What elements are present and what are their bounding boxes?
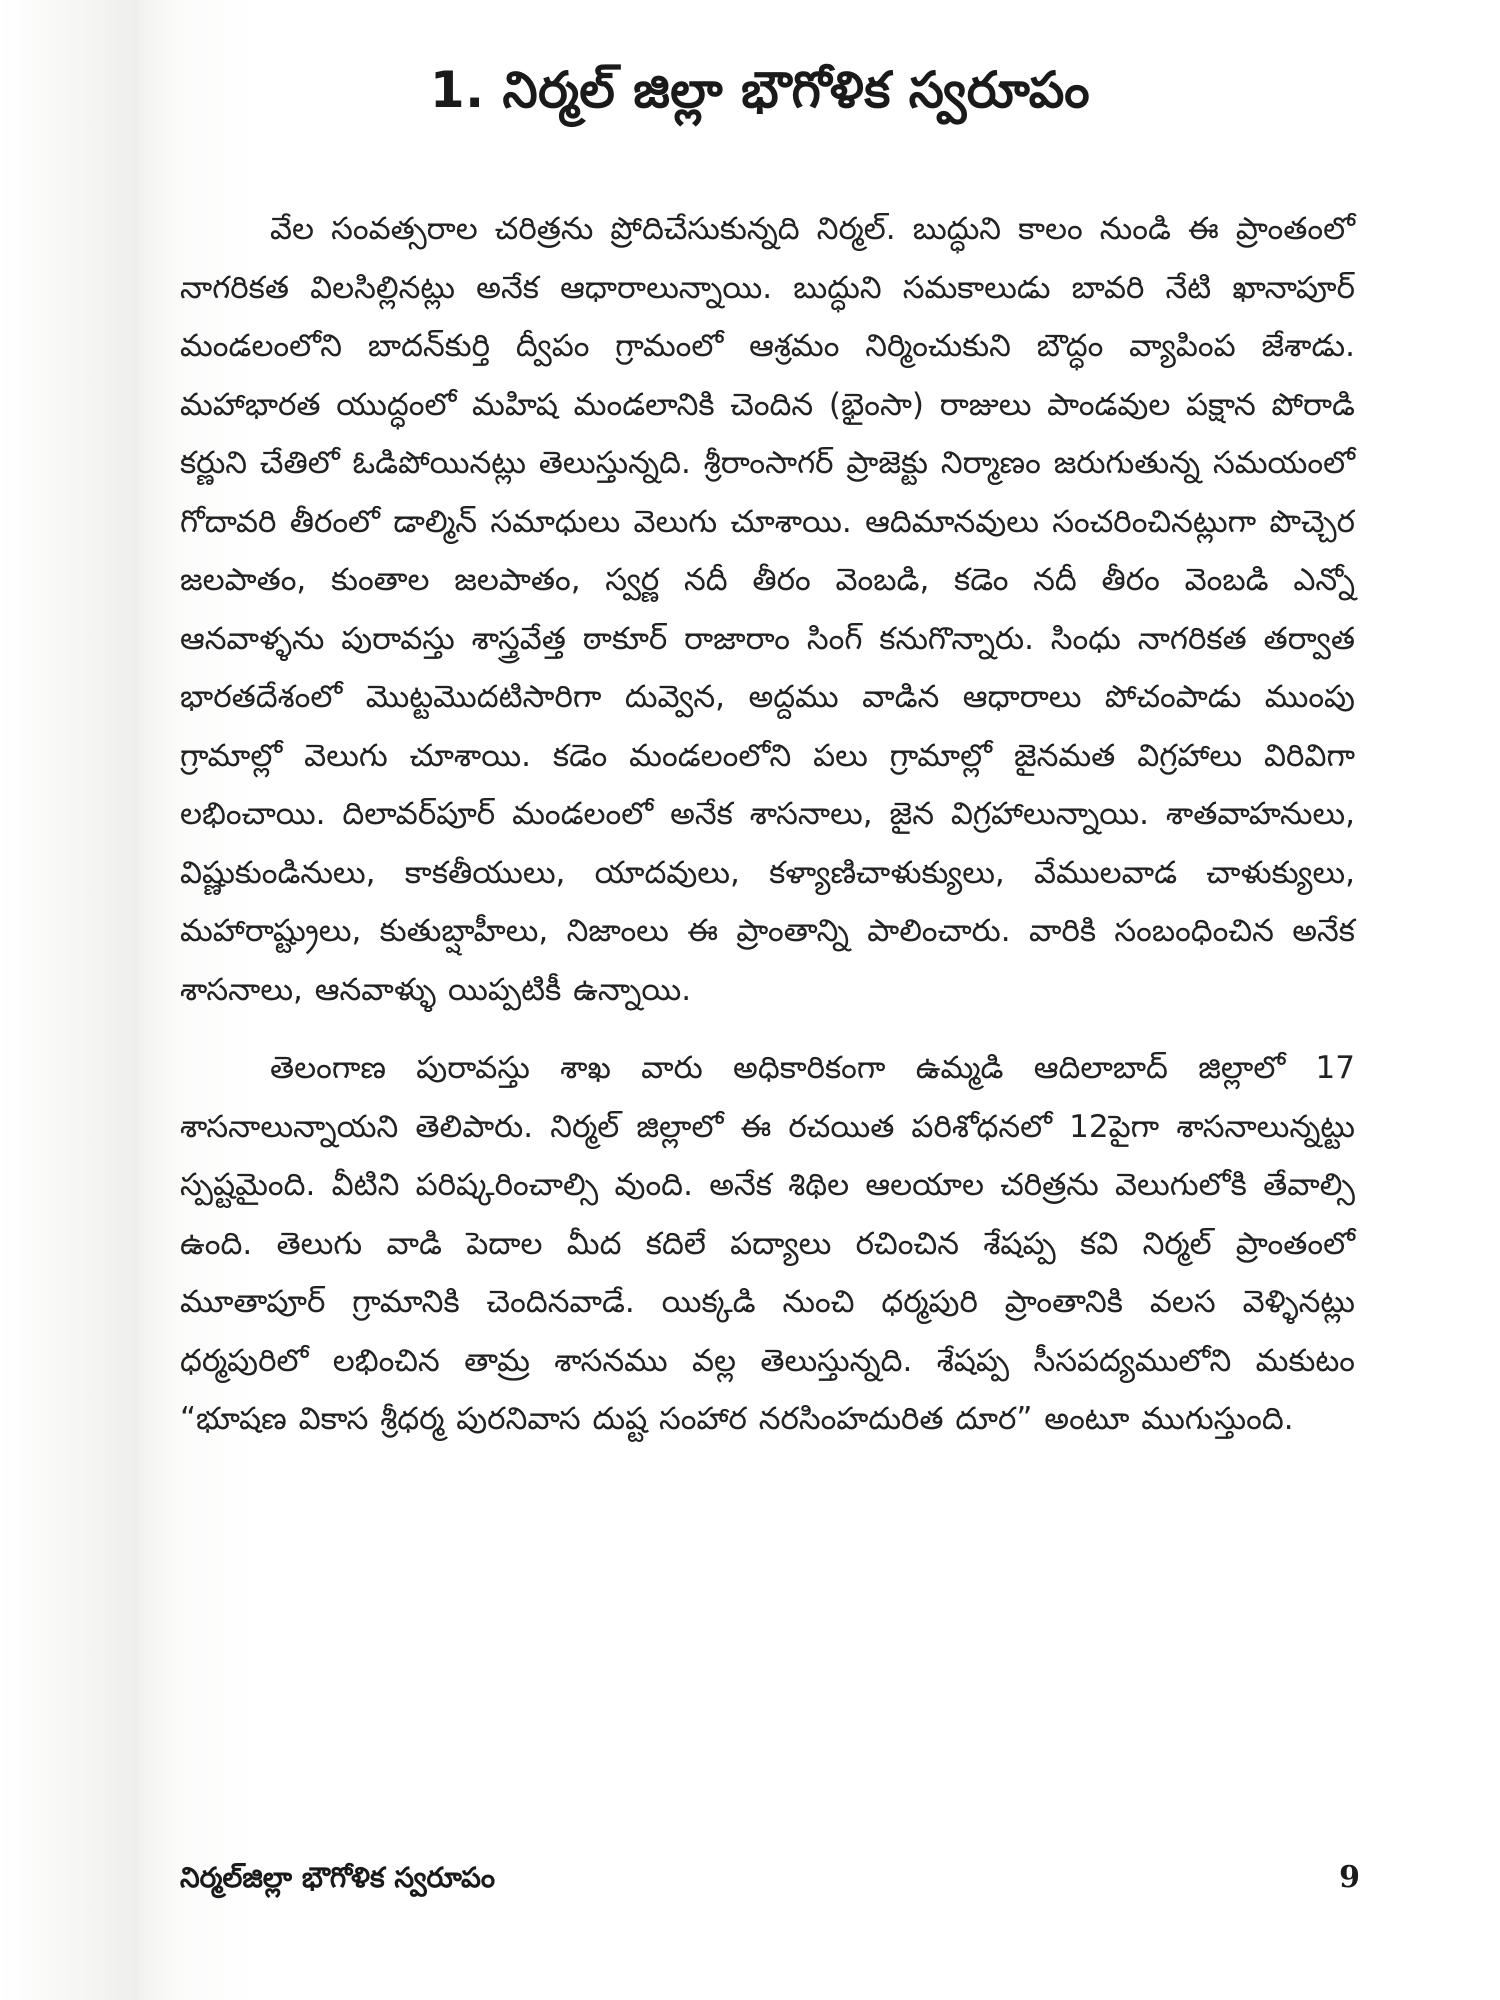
running-footer-title: నిర్మల్‌జిల్లా భౌగోళిక స్వరూపం — [180, 1861, 496, 1894]
body-text — [180, 200, 1355, 1449]
chapter-title: 1. నిర్మల్ జిల్లా భౌగోళిక స్వరూపం — [429, 61, 1091, 119]
page-number: 9 — [1339, 1860, 1360, 1895]
paragraph-2: తెలంగాణ పురావస్తు శాఖ వారు అధికారికంగా ఉమ్మడి ఆదిలాబాద్ జిల్లాలో 17 శాసనాలున్నాయని తెలిపారు. నిర్మల్ జిల్లాలో ఈ రచయిత పరిశోధనలో 12పైగా శాసనాలున్నట్టు స్పష్టమైంది. వీటిని పరిష్కరించాల్సి వుంది. అనేక శిథిల ఆలయాల చరిత్రను వెలుగులోకి తేవాల్సి ఉంది. తెలుగు వాడి పెదాల మీద కదిలే పద్యాలు రచించిన శేషప్ప కవి నిర్మల్ ప్రాంతంలో మూతాపూర్ గ్రామానికి చెందినవాడే. యిక్కడి నుంచి ధర్మపురి ప్రాంతానికి వలస వెళ్ళినట్లు ధర్మపురిలో లభించిన తామ్ర శాసనము వల్ల తెలుస్తున్నది. శేషప్ప సీసపద్యములోని మకుటం “భూషణ వికాస శ్రీధర్మ పురనివాస దుష్ట సంహార నరసింహదురిత దూర” అంటూ ముగుస్తుంది. — [180, 1050, 1355, 1437]
paragraph-1: వేల సంవత్సరాల చరిత్రను ప్రోదిచేసుకున్నది నిర్మల్. బుద్ధుని కాలం నుండి ఈ ప్రాంతంలో నాగరికత విలసిల్లినట్లు అనేక ఆధారాలున్నాయి. బుద్ధుని సమకాలుడు బావరి నేటి ఖానాపూర్ మండలంలోని బాదన్‌కుర్తి ద్వీపం గ్రామంలో ఆశ్రమం నిర్మించుకుని బౌద్ధం వ్యాపింప జేశాడు. మహాభారత యుద్ధంలో మహిష మండలానికి చెందిన (భైంసా) రాజులు పాండవుల పక్షాన పోరాడి కర్ణుని చేతిలో ఓడిపోయినట్లు తెలుస్తున్నది. శ్రీరాంసాగర్ ప్రాజెక్టు నిర్మాణం జరుగుతున్న సమయంలో గోదావరి తీరంలో డాల్మిన్ సమాధులు వెలుగు చూశాయి. ఆదిమానవులు సంచరించినట్లుగా పొచ్చెర జలపాతం, కుంతాల జలపాతం, స్వర్ణ నదీ తీరం వెంబడి, కడెం నదీ తీరం వెంబడి ఎన్నో ఆనవాళ్ళను పురావస్తు శాస్త్రవేత్త ఠాకూర్ రాజారాం సింగ్ కనుగొన్నారు. సింధు నాగరికత తర్వాత భారతదేశంలో మొట్టమొదటిసారిగా దువ్వెన, అద్దము వాడిన ఆధారాలు పోచంపాడు ముంపు గ్రామాల్లో వెలుగు చూశాయి. కడెం మండలంలోని పలు గ్రామాల్లో జైనమత విగ్రహాలు విరివిగా లభించాయి. దిలావర్‌పూర్ మండలంలో అనేక శాసనాలు, జైన విగ్రహాలున్నాయి. శాతవాహనులు, విష్ణుకుండినులు, కాకతీయులు, యాదవులు, కళ్యాణిచాళుక్యులు, వేములవాడ చాళుక్యులు, మహారాష్ట్రులు, కుతుబ్షాహీలు, నిజాంలు ఈ ప్రాంతాన్ని పాలించారు. వారికి సంబంధించిన అనేక శాసనాలు, ఆనవాళ్ళు యిప్పటికీ ఉన్నాయి. — [180, 211, 1356, 1008]
book-spine-shadow — [0, 0, 150, 2000]
